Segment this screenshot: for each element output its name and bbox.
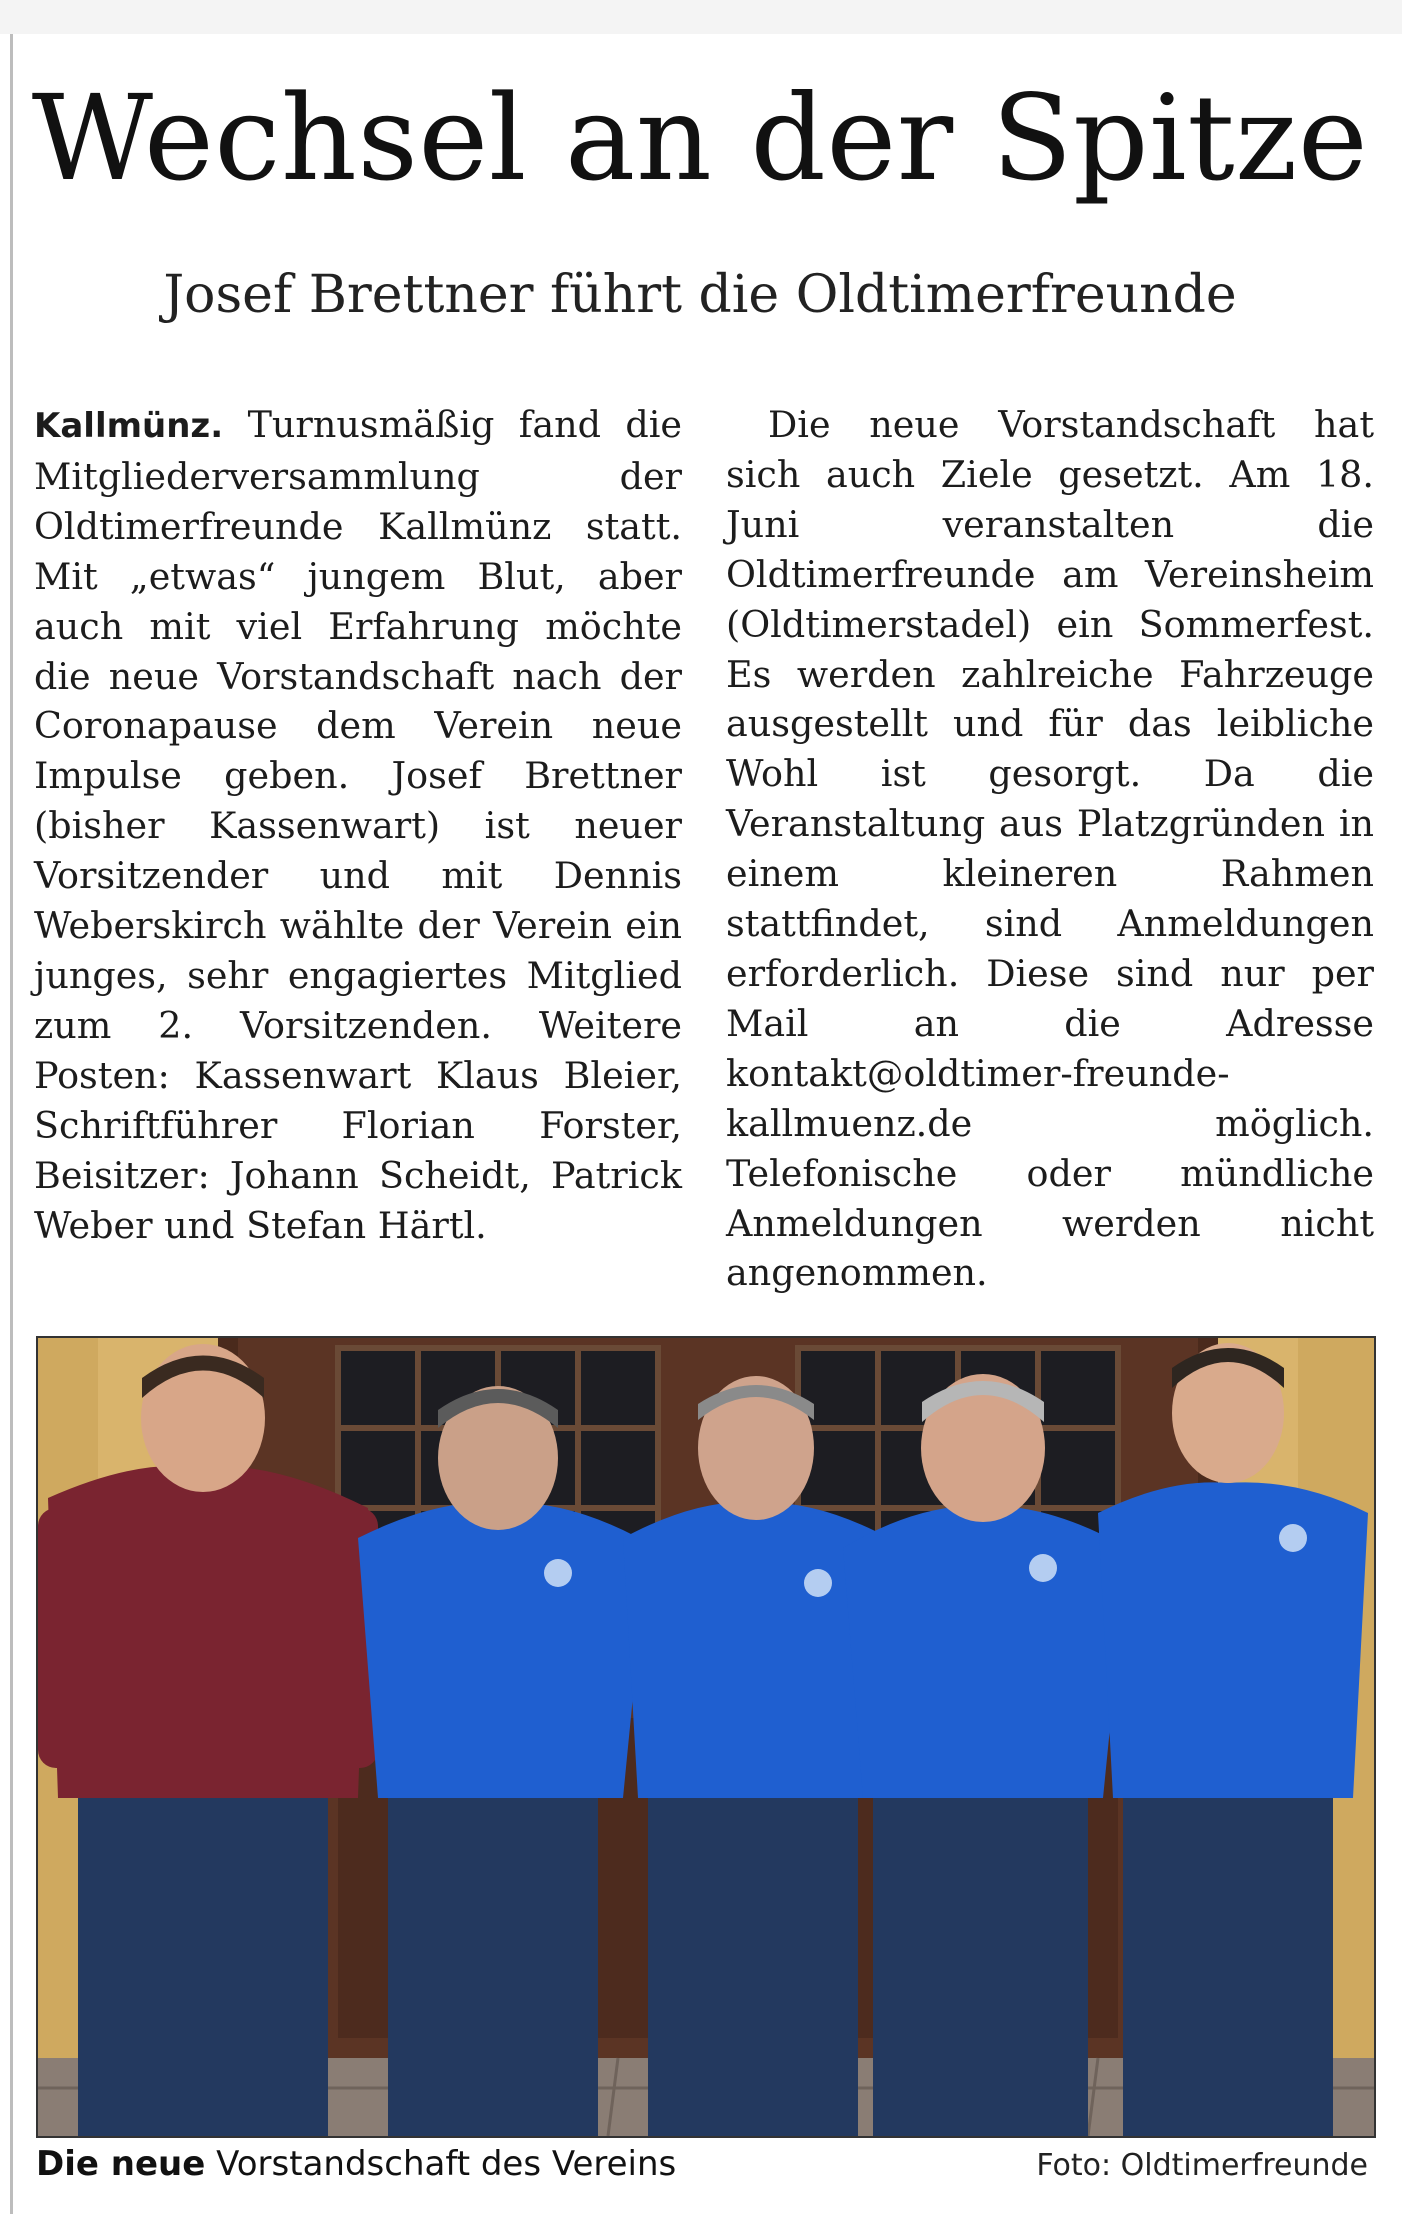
photo-caption bbox=[36, 2142, 816, 2186]
caption-bold: Die neue bbox=[36, 2144, 206, 2184]
headline: Wechsel an der Spitze bbox=[31, 69, 1369, 207]
paragraph-left bbox=[34, 400, 682, 1250]
body-text-left: Turnusmäßig fand die Mitgliederversammlung der Oldtimerfreunde Kallmünz statt. Mit „etwas“ jungem Blut, aber auch mit viel Erfahrung möchte die neue Vorstandschaft nach der Coronapause dem Verein neue Impulse geben. Josef Brettner (bisher Kassenwart) ist neuer Vorsitzender und mit Dennis Weberskirch wählte der Verein ein junges, sehr engagiertes Mitglied zum 2. Vorsitzenden. Weitere Posten: Kassenwart Klaus Bleier, Schriftführer Florian Forster, Beisitzer: Johann Scheidt, Patrick Weber und Stefan Härtl. bbox=[34, 403, 682, 1247]
article-column-left bbox=[34, 400, 682, 1250]
dateline: Kallmünz. bbox=[34, 406, 224, 446]
page-left-rule bbox=[10, 34, 13, 2214]
subheadline: Josef Brettner führt die Oldtimerfreunde bbox=[163, 265, 1237, 325]
body-text-right: Die neue Vorstandschaft hat sich auch Ziele gesetzt. Am 18. Juni veranstalten die Oldtimerfreunde am Vereinsheim (Oldtimerstadel) ein Sommerfest. Es werden zahlreiche Fahrzeuge ausgestellt und für das leibliche Wohl ist gesorgt. Da die Veranstaltung aus Platzgründen in einem kleineren Rahmen stattfindet, sind Anmeldungen erforderlich. Diese sind nur per Mail an die Adresse kontakt@oldtimer-freunde-kallmuenz.de möglich. Telefonische oder mündliche Anmeldungen werden nicht angenommen. bbox=[726, 403, 1374, 1295]
article-column-right bbox=[726, 400, 1374, 1298]
group-photo bbox=[36, 1336, 1376, 2138]
group-photo-illustration bbox=[38, 1338, 1374, 2136]
top-margin-bar bbox=[0, 0, 1402, 34]
caption-text: Vorstandschaft des Vereins bbox=[205, 2144, 677, 2184]
photo-credit: Foto: Oldtimerfreunde bbox=[1036, 2148, 1368, 2183]
